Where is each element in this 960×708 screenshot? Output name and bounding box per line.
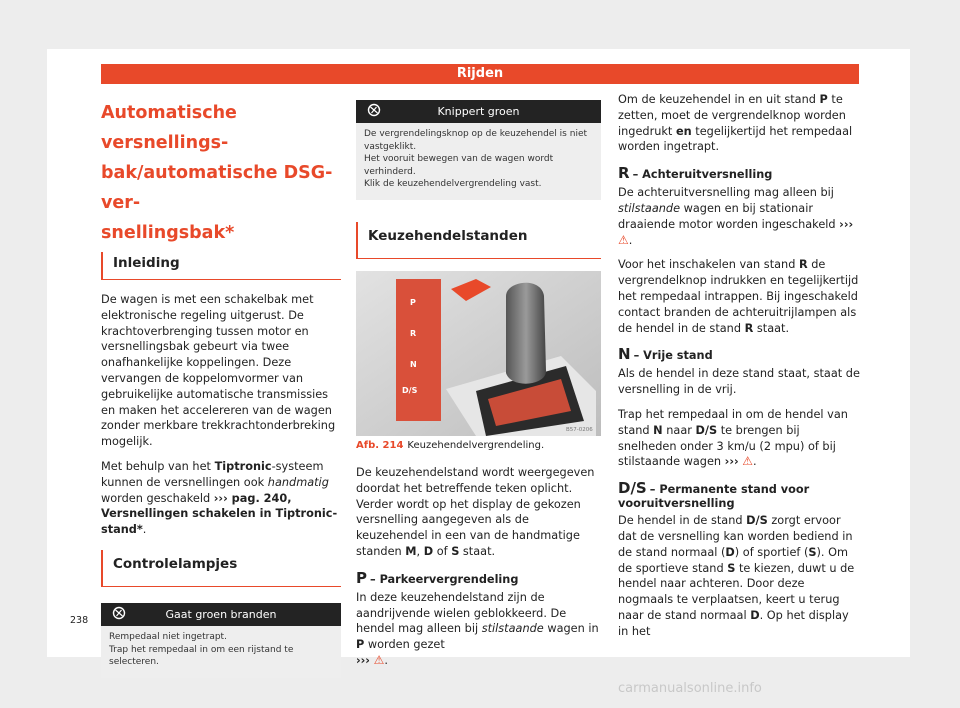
text-run: staat. xyxy=(459,544,496,558)
watermark: carmanualsonline.info xyxy=(618,681,762,696)
text-run: S xyxy=(808,545,817,559)
text-run: De achteruitversnelling mag alleen bij xyxy=(618,186,834,200)
reference-arrows[interactable]: ››› xyxy=(839,217,854,231)
text-run: -systeem kunnen de versnellingen ook xyxy=(101,459,324,489)
figure-label: Afb. 214 xyxy=(356,439,404,451)
text-run: . xyxy=(142,523,147,537)
reverse-heading xyxy=(618,164,860,182)
text-run: ) of sportief ( xyxy=(734,545,809,559)
page-reference-link[interactable]: ››› pag. 240, Versnellingen schakelen in Tiptronic-stand* xyxy=(101,491,338,537)
text-run: zorgt ervoor dat de versnelling kan worden bediend in de stand normaal ( xyxy=(618,514,853,559)
gear-lever-figure xyxy=(356,271,601,436)
lamp-text-line: Klik de keuzehendelvergrendeling vast. xyxy=(364,179,542,190)
lamp-text-line: Het vooruit bewegen van de wagen wordt verhinderd. xyxy=(364,154,554,177)
warning-triangle-icon: ⚠ xyxy=(742,454,753,469)
text-run: R xyxy=(798,258,808,272)
mode-d: D xyxy=(423,544,434,558)
text-run: De keuzehendelstand wordt weergegeven doordat het betreffende teken oplicht. Verder wordt op het display de gekozen versnelling aangegeven als de keuzehendel in een van de handmatige standen xyxy=(356,465,595,558)
text-run: naar xyxy=(662,423,696,437)
gear-lever-illustration xyxy=(356,271,601,436)
text-run: P xyxy=(356,638,365,652)
drive-paragraph xyxy=(618,513,860,639)
text-run: Trap het rempedaal in om de hendel van stand xyxy=(618,407,848,437)
neutral-paragraph-2: Trap het rempedaal in om de hendel van stand N naar D/S te brengen bij snelheden onder 3 km/u (2 mpu) of bij stilstaande wagen ››› ⚠. xyxy=(618,407,848,469)
neutral-heading-text: – Vrije stand xyxy=(633,349,713,363)
section-heading-controlelampjes: Controlelampjes xyxy=(101,550,341,587)
text-run: Voor het inschakelen van stand xyxy=(618,258,799,272)
text-run: D xyxy=(725,545,735,559)
mode-m: M xyxy=(405,544,417,558)
lamp-box-header xyxy=(101,603,341,626)
text-run: worden geschakeld xyxy=(101,491,214,505)
chapter-title xyxy=(101,98,341,248)
tiptronic-paragraph xyxy=(101,459,341,538)
reference-arrows[interactable]: ››› xyxy=(356,653,370,667)
r-gear-icon: R xyxy=(618,164,630,183)
text-run: Om de keuzehendel in en uit stand xyxy=(618,93,820,106)
lamp-label: Gaat groen branden xyxy=(165,607,277,621)
figure-caption-text: Keuzehendelvergrendeling. xyxy=(407,439,545,451)
text-run: te zetten, moet de vergrendelknop worden ingedrukt xyxy=(618,93,846,138)
gear-lamp-icon xyxy=(101,606,137,623)
page-number: 238 xyxy=(70,615,89,626)
text-run: S xyxy=(727,561,736,575)
ds-gear-icon: D/S xyxy=(618,479,647,498)
text-run: wagen in xyxy=(543,622,599,636)
section-heading-keuzehendelstanden: Keuzehendelstanden xyxy=(356,222,601,259)
reference-arrows[interactable]: ››› xyxy=(724,455,739,469)
chapter-title-line2: bak/automatische DSG-ver- xyxy=(101,163,333,213)
gear-knob xyxy=(506,283,546,384)
text-run: , xyxy=(416,544,424,558)
reverse-paragraph: De achteruitversnelling mag alleen bij stilstaande wagen en bij stationair draaiende motor worden ingeschakeld ››› ⚠. xyxy=(618,186,854,247)
section-heading-inleiding: Inleiding xyxy=(101,252,341,280)
park-paragraph: In deze keuzehendelstand zijn de aandrijvende wielen geblokkeerd. De hendel mag alleen bij stilstaande wagen in P worden gezet ››› ⚠. xyxy=(356,590,599,667)
text-run: In deze keuzehendelstand zijn de aandrijvende wielen geblokkeerd. De hendel mag alleen bij xyxy=(356,590,567,636)
neutral-heading xyxy=(618,345,860,363)
column-left xyxy=(101,92,341,678)
reverse-heading-text: – Achteruitversnelling xyxy=(632,168,773,182)
figure-caption xyxy=(356,440,601,451)
text-run: . Op het display in het xyxy=(618,608,849,638)
text-run: ). Om de sportieve stand xyxy=(618,545,849,575)
chapter-title-line1: Automatische versnellings- xyxy=(101,103,237,153)
neutral-paragraph: Als de hendel in deze stand staat, staat de versnelling in de vrij. xyxy=(618,367,860,397)
lamp-box-body xyxy=(101,626,341,678)
text-run: stilstaande xyxy=(618,201,681,215)
lamp-text-line: De vergrendelingsknop op de keuzehendel is niet vastgeklikt. xyxy=(364,129,588,152)
gear-lamp-icon xyxy=(356,103,392,120)
drive-heading xyxy=(618,479,860,510)
lamp-box-body xyxy=(356,123,601,200)
drive-heading-text: – Permanente stand voor vooruitversnelling xyxy=(618,483,810,511)
park-heading xyxy=(356,569,601,587)
text-run: De hendel in de stand xyxy=(618,514,747,528)
text-run: Met behulp van het xyxy=(101,459,215,473)
column-middle xyxy=(356,92,601,678)
text-run: of xyxy=(433,544,452,558)
gate-label-n: N xyxy=(410,359,417,369)
selector-paragraph xyxy=(356,465,601,560)
mode-s: S xyxy=(451,544,460,558)
text-run: D/S xyxy=(746,514,768,528)
gear-gate-panel xyxy=(396,279,441,421)
handmatig-term: handmatig xyxy=(267,475,329,489)
gate-label-r: R xyxy=(410,328,417,338)
page-header: Rijden xyxy=(101,64,859,84)
text-run: R xyxy=(744,321,754,335)
park-heading-text: – Parkeervergrendeling xyxy=(370,572,519,586)
text-run: wagen en bij stationair draaiende motor worden ingeschakeld xyxy=(618,201,840,231)
text-run: en xyxy=(675,124,692,138)
text-run: P xyxy=(819,93,828,106)
text-run: te kiezen, duwt u de hendel naar achteren. Door deze nogmaals te verplaatsen, keert u terug naar de stand normaal xyxy=(618,561,855,622)
lamp-box-header xyxy=(356,100,601,123)
n-gear-icon: N xyxy=(618,345,631,364)
text-run: staat. xyxy=(753,321,790,335)
lamp-box-green-blink xyxy=(356,100,601,200)
warning-triangle-icon: ⚠ xyxy=(618,232,629,247)
tiptronic-term: Tiptronic xyxy=(214,459,272,473)
lock-paragraph xyxy=(618,92,860,155)
lamp-text-line: Trap het rempedaal in om een rijstand te selecteren. xyxy=(109,644,294,668)
chapter-title-line3: snellingsbak* xyxy=(101,223,235,243)
gate-label-ds: D/S xyxy=(402,385,418,395)
text-run: de vergrendelknop indrukken en tegelijkertijd het rempedaal intrappen. Bij ingeschakeld contact branden de achteruitrijlampen als de hendel in de stand xyxy=(618,258,859,335)
figure-code: B57-0206 xyxy=(566,426,593,433)
p-gear-icon: P xyxy=(356,568,367,587)
reverse-paragraph-2 xyxy=(618,257,860,336)
text-run: N xyxy=(653,423,663,437)
text-run: te brengen bij snelheden onder 3 km/u (2 mpu) of bij stilstaande wagen xyxy=(618,423,836,469)
text-run: D xyxy=(750,608,760,622)
text-run: stilstaande xyxy=(481,622,544,636)
column-right xyxy=(618,92,860,649)
lamp-box-green-on xyxy=(101,603,341,678)
lamp-text-line: Rempedaal niet ingetrapt. xyxy=(109,631,227,642)
gate-label-p: P xyxy=(410,297,416,307)
warning-triangle-icon: ⚠ xyxy=(373,652,385,667)
text-run: D/S xyxy=(695,423,718,437)
intro-paragraph: De wagen is met een schakelbak met elektronische regeling uitgerust. De krachtoverbrenging tussen motor en versnellingsbak gebeurt via twee onafhankelijke koppelingen. Deze vervangen de koppelomvormer van gebruikelijke automatische transmissies en maken het accelereren van de wagen zonder merkbare trekkrachtonderbreking mogelijk. xyxy=(101,293,336,449)
text-run: tegelijkertijd het rempedaal worden ingetrapt. xyxy=(618,124,853,154)
lamp-label: Knippert groen xyxy=(437,105,520,118)
text-run: worden gezet xyxy=(364,638,445,652)
